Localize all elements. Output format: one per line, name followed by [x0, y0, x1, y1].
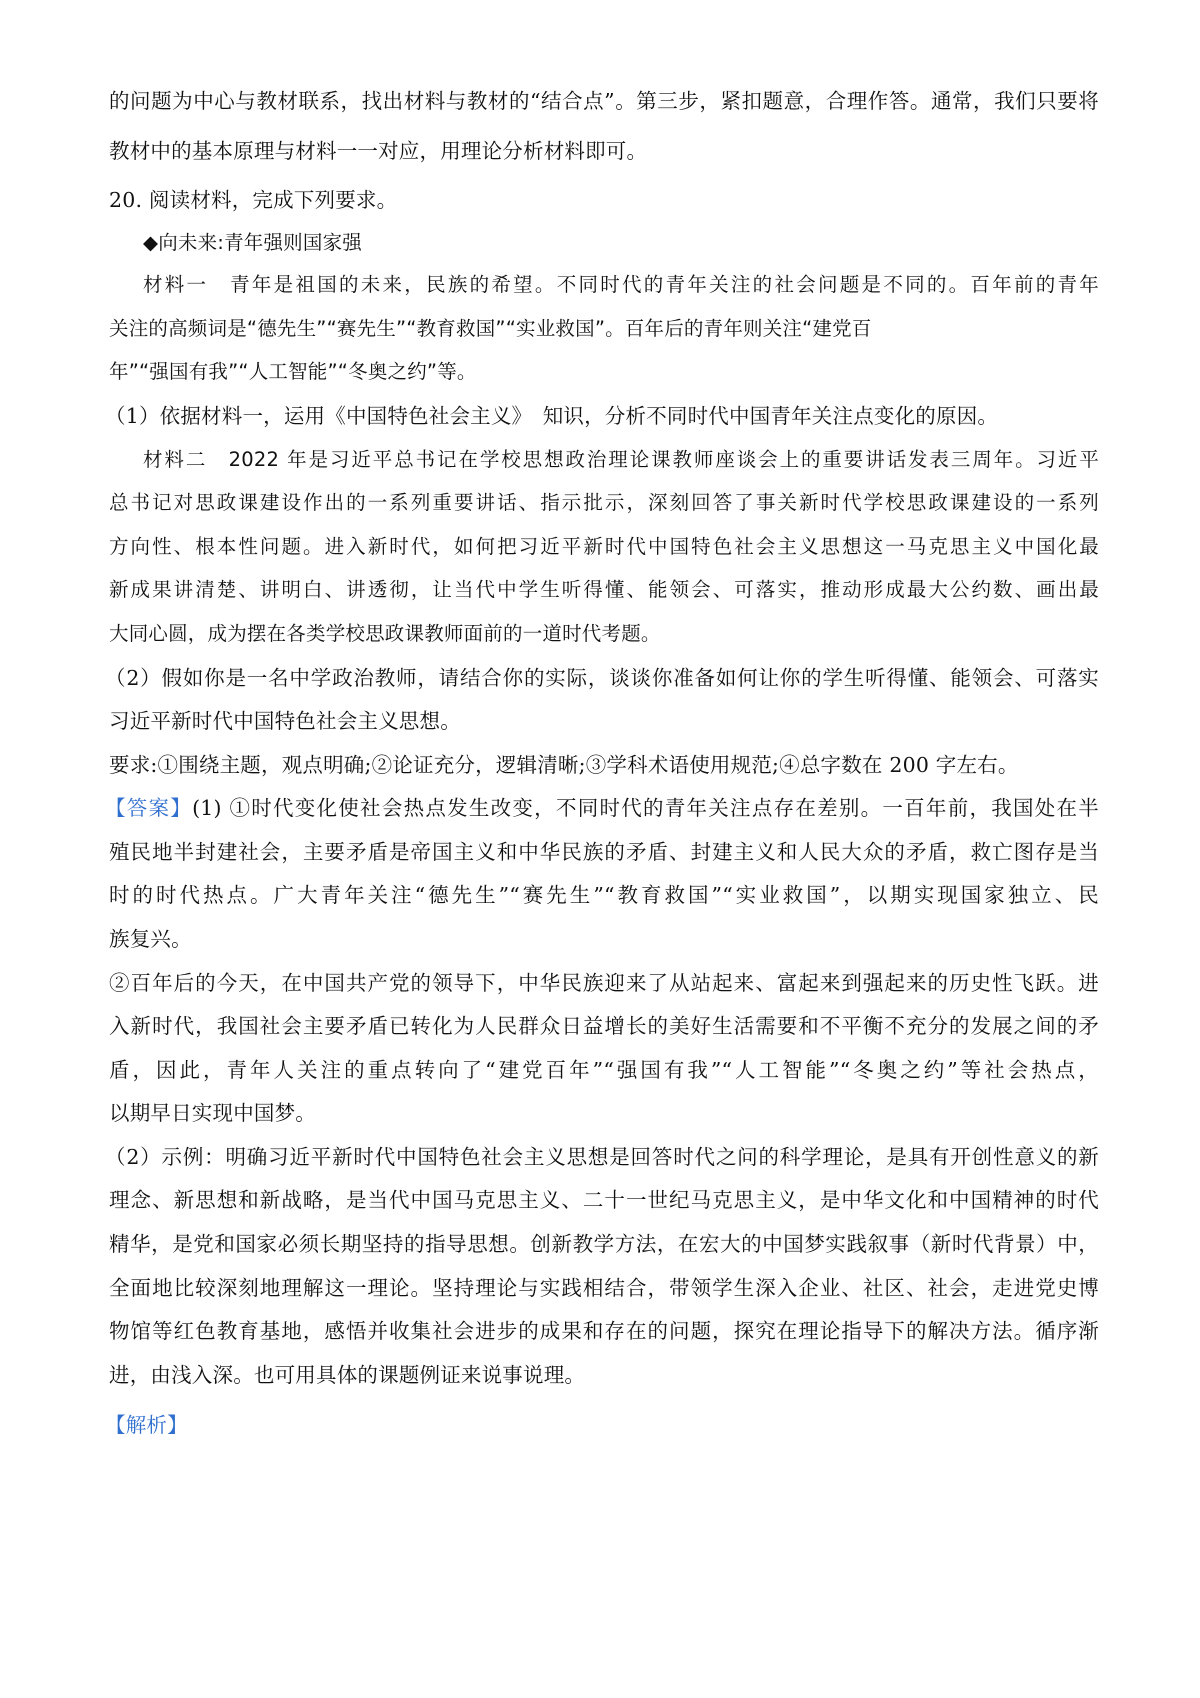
- answer-1b-line-2: 入新时代，我国社会主要矛盾已转化为人民群众日益增长的美好生活需要和不平衡不充分的发展之间的矛: [109, 1014, 1099, 1038]
- answer-2-line-6: 进，由浅入深。也可用具体的课题例证来说事说理。: [109, 1363, 586, 1387]
- answer-1-line-4: 族复兴。: [109, 927, 192, 951]
- answer-2-line-5: 物馆等红色教育基地，感悟并收集社会进步的成果和存在的问题，探究在理论指导下的解决方法。循序渐: [109, 1319, 1099, 1343]
- intro-line-2: 教材中的基本原理与材料一一对应，用理论分析材料即可。: [109, 139, 648, 163]
- analysis-tag: 【解析】: [105, 1413, 188, 1437]
- answer-2-line-1: （2）示例：明确习近平新时代中国特色社会主义思想是回答时代之问的科学理论，是具有开创性意义的新: [105, 1145, 1099, 1169]
- question-title: 20. 阅读材料，完成下列要求。: [109, 188, 398, 212]
- answer-1-line-1: [105, 793, 1099, 823]
- material2-line-5: 大同心圆，成为摆在各类学校思政课教师面前的一道时代考题。: [109, 622, 661, 645]
- answer-1b-line-1: ②百年后的今天，在中国共产党的领导下，中华民族迎来了从站起来、富起来到强起来的历史性飞跃。进: [109, 971, 1099, 995]
- question-2-line-2: 习近平新时代中国特色社会主义思想。: [109, 709, 461, 733]
- answer-2-line-4: 全面地比较深刻地理解这一理论。坚持理论与实践相结合，带领学生深入企业、社区、社会，走进党史博: [109, 1276, 1099, 1300]
- answer-tag: 【答案】: [105, 796, 193, 820]
- answer-1b-line-4: 以期早日实现中国梦。: [109, 1101, 316, 1125]
- material1-line-3: 年”“强国有我”“人工智能”“冬奥之约”等。: [109, 360, 477, 383]
- requirements: 要求:①围绕主题，观点明确;②论证充分，逻辑清晰;③学科术语使用规范;④总字数在 200 字左右。: [109, 753, 1019, 777]
- answer-1-line-2: 殖民地半封建社会，主要矛盾是帝国主义和中华民族的矛盾、封建主义和人民大众的矛盾，救亡图存是当: [109, 840, 1099, 864]
- question-1: （1）依据材料一，运用《中国特色社会主义》 知识，分析不同时代中国青年关注点变化的原因。: [105, 404, 999, 428]
- material2-line-1: 材料二 2022 年是习近平总书记在学校思想政治理论课教师座谈会上的重要讲话发表三周年。习近平: [143, 448, 1099, 471]
- section-heading: ◆向未来:青年强则国家强: [143, 231, 362, 254]
- question-2-line-1: （2）假如你是一名中学政治教师，请结合你的实际，谈谈你准备如何让你的学生听得懂、能领会、可落实: [105, 666, 1099, 690]
- material2-line-3: 方向性、根本性问题。进入新时代，如何把习近平新时代中国特色社会主义思想这一马克思主义中国化最: [109, 535, 1099, 558]
- answer-1-line-3: 时的时代热点。广大青年关注“德先生”“赛先生”“教育救国”“实业救国”，以期实现国家独立、民: [109, 883, 1099, 907]
- material2-line-4: 新成果讲清楚、讲明白、讲透彻，让当代中学生听得懂、能领会、可落实，推动形成最大公约数、画出最: [109, 578, 1099, 601]
- answer-1b-line-3: 盾，因此，青年人关注的重点转向了“建党百年”“强国有我”“人工智能”“冬奥之约”等社会热点，: [109, 1058, 1099, 1082]
- material2-line-2: 总书记对思政课建设作出的一系列重要讲话、指示批示，深刻回答了事关新时代学校思政课建设的一系列: [109, 491, 1099, 514]
- answer-1-text: (1) ①时代变化使社会热点发生改变，不同时代的青年关注点存在差别。一百年前，我国处在半: [192, 796, 1099, 820]
- answer-2-line-3: 精华，是党和国家必须长期坚持的指导思想。创新教学方法，在宏大的中国梦实践叙事（新时代背景）中，: [109, 1232, 1099, 1256]
- material1-line-2: 关注的高频词是“德先生”“赛先生”“教育救国”“实业救国”。百年后的青年则关注“建党百: [109, 317, 872, 340]
- intro-line-1: 的问题为中心与教材联系，找出材料与教材的“结合点”。第三步，紧扣题意，合理作答。通常，我们只要将: [109, 89, 1099, 113]
- answer-2-line-2: 理念、新思想和新战略，是当代中国马克思主义、二十一世纪马克思主义，是中华文化和中国精神的时代: [109, 1188, 1099, 1212]
- material1-line-1: 材料一 青年是祖国的未来，民族的希望。不同时代的青年关注的社会问题是不同的。百年前的青年: [143, 273, 1099, 296]
